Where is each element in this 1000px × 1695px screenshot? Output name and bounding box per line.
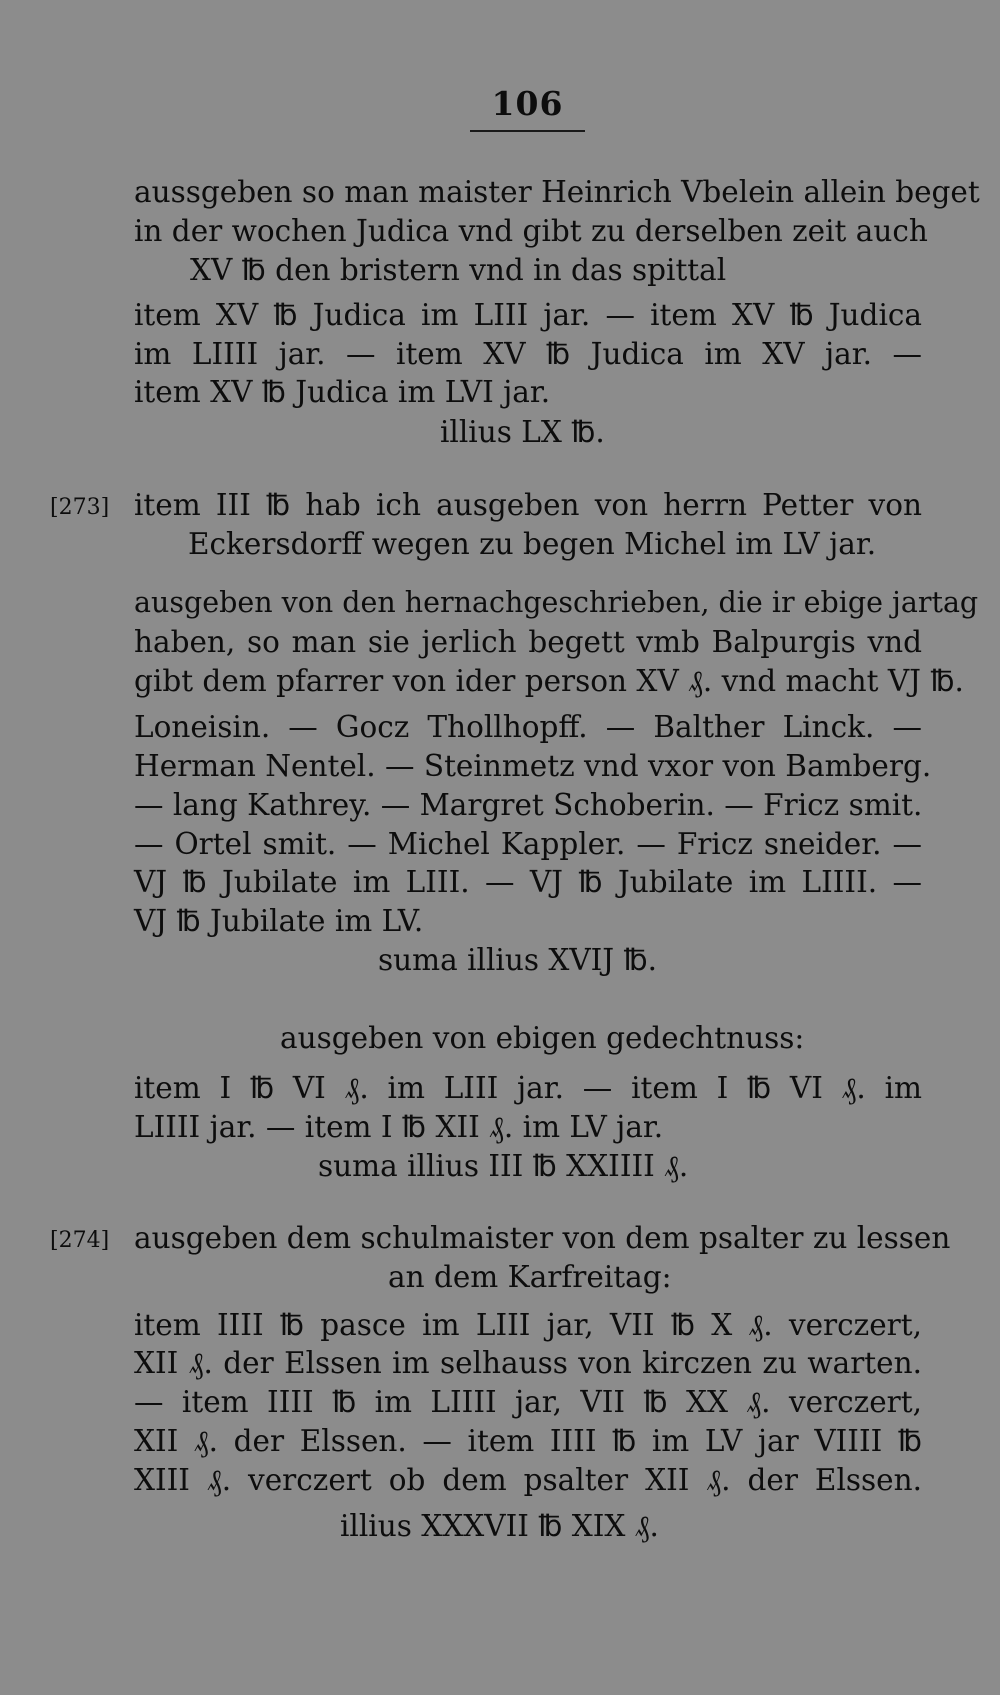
text-line: Eckersdorff wegen zu begen Michel im LV jar. bbox=[188, 527, 877, 561]
sum-line: illius XXXVII ℔ XIX ₰. bbox=[340, 1509, 659, 1543]
page-number: 106 bbox=[491, 84, 564, 123]
text-line: — Ortel smit. — Michel Kappler. — Fricz sneider. — bbox=[134, 827, 922, 861]
margin-entry-number: [273] bbox=[50, 495, 110, 520]
text-line: — lang Kathrey. — Margret Schoberin. — Fricz smit. bbox=[134, 788, 923, 822]
sum-line: illius LX ℔. bbox=[440, 415, 605, 449]
text-line: — item IIII ℔ im LIIII jar, VII ℔ XX ₰. verczert, bbox=[134, 1385, 922, 1419]
sum-line: suma illius XVIJ ℔. bbox=[378, 943, 657, 977]
text-line: XIII ₰. verczert ob dem psalter XII ₰. der Elssen. bbox=[134, 1463, 922, 1497]
text-line: aussgeben so man maister Heinrich Vbelein allein beget bbox=[134, 175, 980, 209]
section-heading: ausgeben von ebigen gedechtnuss: bbox=[280, 1021, 805, 1055]
text-line: an dem Karfreitag: bbox=[388, 1260, 672, 1294]
text-line: item XV ℔ Judica im LVI jar. bbox=[134, 375, 551, 409]
text-line: VJ ℔ Jubilate im LIII. — VJ ℔ Jubilate im LIIII. — bbox=[134, 865, 922, 899]
text-line: ausgeben dem schulmaister von dem psalter zu lessen bbox=[134, 1221, 951, 1255]
text-line: VJ ℔ Jubilate im LV. bbox=[134, 904, 424, 938]
page-number-rule bbox=[470, 130, 585, 132]
text-line: LIIII jar. — item I ℔ XII ₰. im LV jar. bbox=[134, 1110, 664, 1144]
text-line: item XV ℔ Judica im LIII jar. — item XV ℔ Judica bbox=[134, 298, 922, 332]
text-line: Herman Nentel. — Steinmetz vnd vxor von Bamberg. bbox=[134, 749, 932, 783]
text-line: in der wochen Judica vnd gibt zu derselben zeit auch bbox=[134, 214, 928, 248]
text-line: XV ℔ den bristern vnd in das spittal bbox=[190, 253, 727, 287]
margin-entry-number: [274] bbox=[50, 1228, 110, 1253]
sum-line: suma illius III ℔ XXIIII ₰. bbox=[318, 1149, 689, 1183]
text-line: im LIIII jar. — item XV ℔ Judica im XV jar. — bbox=[134, 337, 922, 371]
text-line: XII ₰. der Elssen im selhauss von kirczen zu warten. bbox=[134, 1346, 922, 1380]
text-line: ausgeben von den hernachgeschrieben, die ir ebige jartag bbox=[134, 586, 979, 619]
text-line: Loneisin. — Gocz Thollhopff. — Balther Linck. — bbox=[134, 710, 922, 744]
text-line: haben, so man sie jerlich begett vmb Balpurgis vnd bbox=[134, 625, 922, 659]
text-line: gibt dem pfarrer von ider person XV ₰. vnd macht VJ ℔. bbox=[134, 664, 964, 698]
text-line: item IIII ℔ pasce im LIII jar, VII ℔ X ₰. verczert, bbox=[134, 1308, 922, 1342]
text-line: item III ℔ hab ich ausgeben von herrn Petter von bbox=[134, 488, 922, 522]
text-line: XII ₰. der Elssen. — item IIII ℔ im LV jar VIIII ℔ bbox=[134, 1424, 922, 1458]
text-line: item I ℔ VI ₰. im LIII jar. — item I ℔ VI ₰. im bbox=[134, 1071, 922, 1105]
